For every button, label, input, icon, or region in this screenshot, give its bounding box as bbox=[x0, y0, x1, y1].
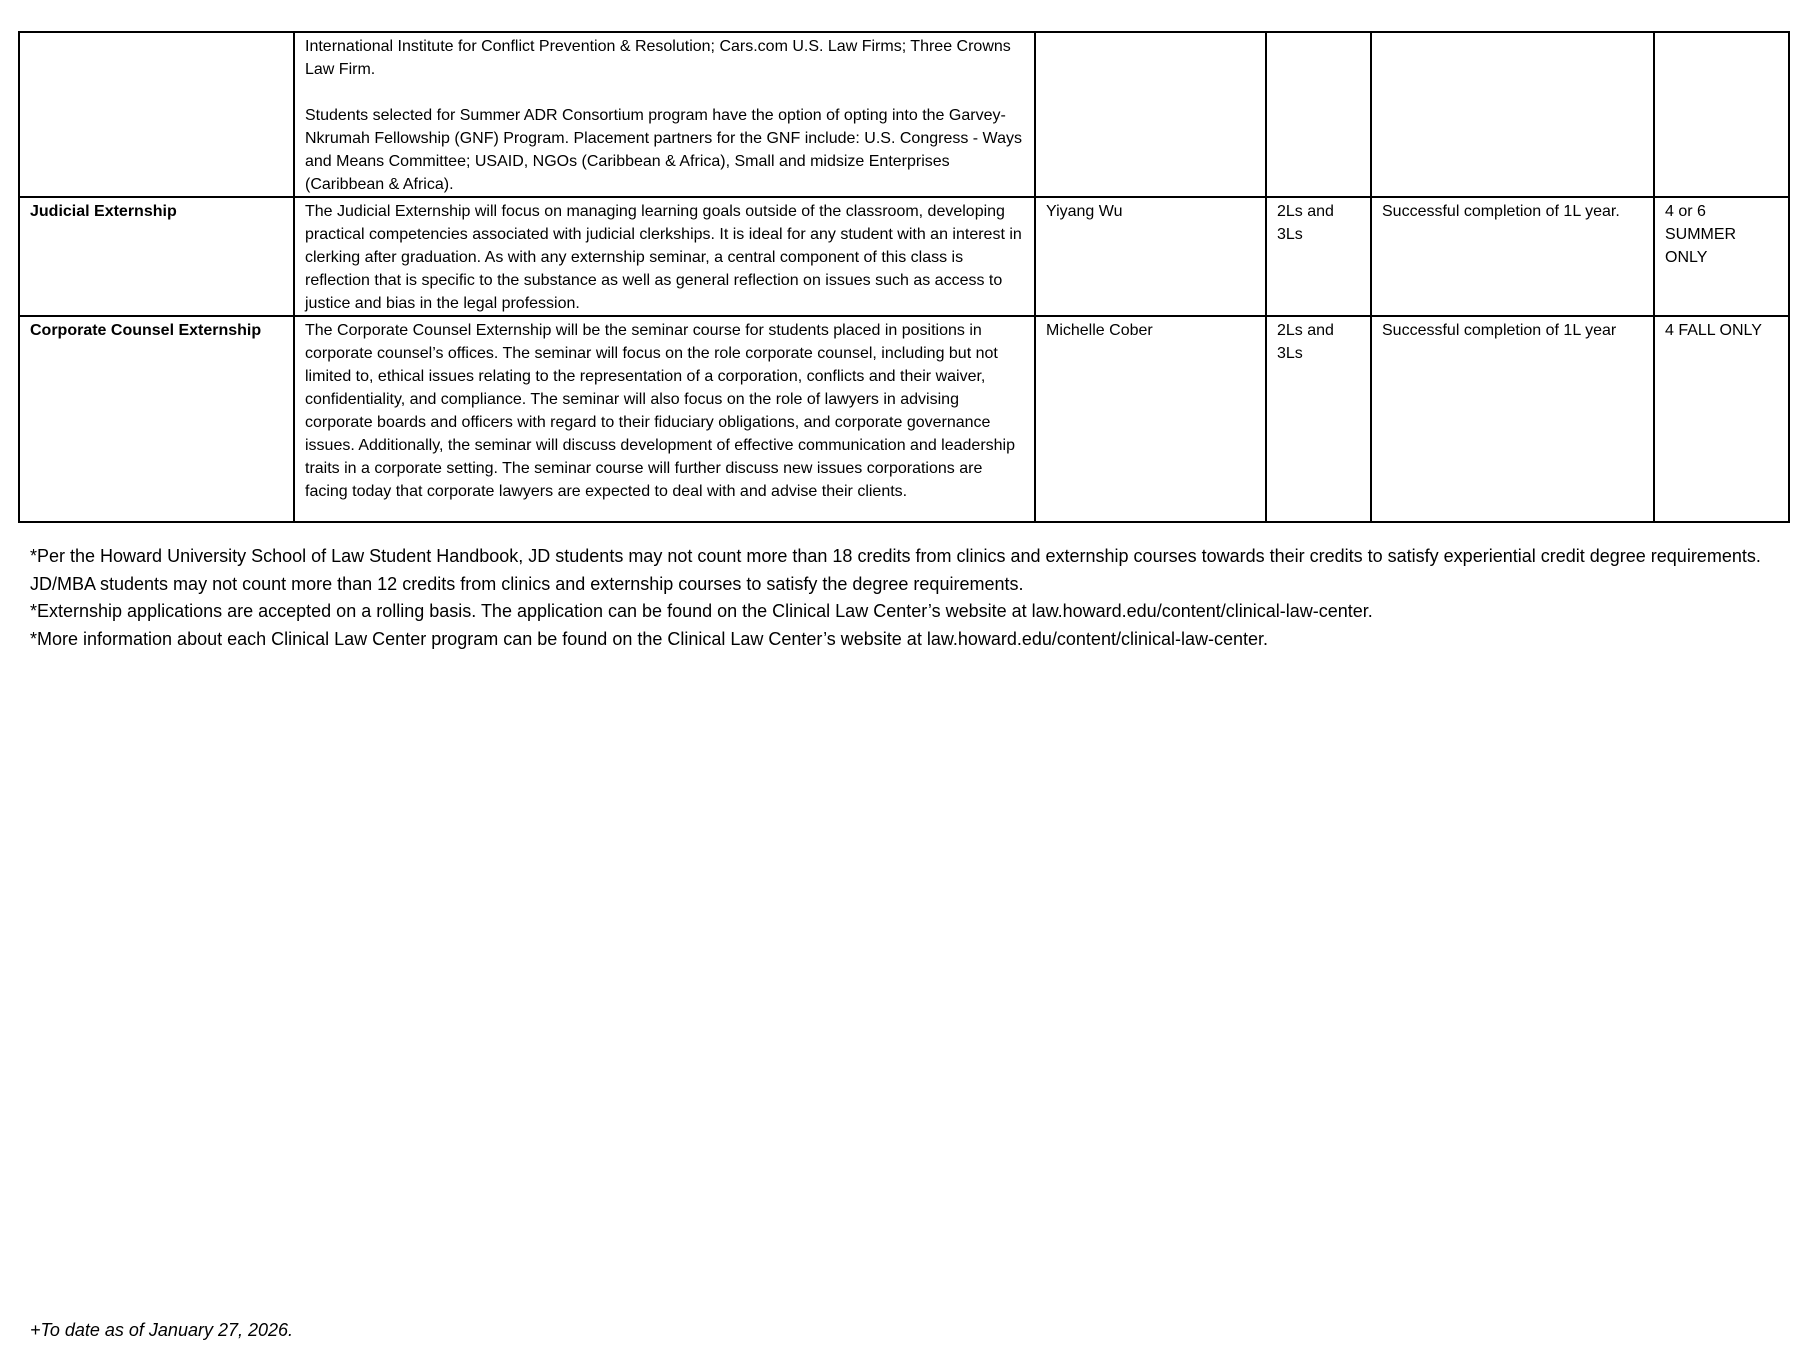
eligibility-cell: 2Ls and 3Ls bbox=[1266, 197, 1371, 316]
course-table bbox=[18, 31, 1790, 523]
course-name-cell: Corporate Counsel Externship bbox=[19, 316, 294, 522]
description-paragraph: Students selected for Summer ADR Consortium program have the option of opting into the Garvey-Nkrumah Fellowship (GNF) Program. Placement partners for the GNF include: U.S. Congress - Ways and Means Committee; USAID, NGOs (Caribbean & Africa), Small and midsize Enterprises (Caribbean & Africa). bbox=[305, 107, 1022, 193]
footnotes bbox=[30, 543, 1775, 653]
course-description-cell bbox=[294, 32, 1035, 197]
prerequisite-cell: Successful completion of 1L year bbox=[1371, 316, 1654, 522]
credits-cell: 4 or 6 SUMMER ONLY bbox=[1654, 197, 1789, 316]
footnote: *More information about each Clinical Law Center program can be found on the Clinical Law Center’s website at law.howard.edu/content/clinical-law-center. bbox=[30, 628, 1269, 649]
table-row bbox=[19, 32, 1789, 197]
description-paragraph: The Corporate Counsel Externship will be the seminar course for students placed in positions in corporate counsel’s offices. The seminar will focus on the role corporate counsel, including but not limited to, ethical issues relating to the representation of a corporation, conflicts and their waiver, confidentiality, and compliance. The seminar will also focus on the role of lawyers in advising corporate boards and officers with regard to their fiduciary obligations, and corporate governance issues. Additionally, the seminar will discuss development of effective communication and leadership traits in a corporate setting. The seminar course will further discuss new issues corporations are facing today that corporate lawyers are expected to deal with and advise their clients. bbox=[305, 322, 1015, 500]
date-note: +To date as of January 27, 2026. bbox=[30, 1320, 294, 1340]
eligibility-cell: 2Ls and 3Ls bbox=[1266, 316, 1371, 522]
course-name-cell bbox=[19, 32, 294, 197]
instructor-cell: Michelle Cober bbox=[1035, 316, 1266, 522]
credits-cell bbox=[1654, 32, 1789, 197]
instructor-cell bbox=[1035, 32, 1266, 197]
description-paragraph: The Judicial Externship will focus on managing learning goals outside of the classroom, developing practical competencies associated with judicial clerkships. It is ideal for any student with an interest in clerking after graduation. As with any externship seminar, a central component of this class is reflection that is specific to the substance as well as general reflection on issues such as access to justice and bias in the legal profession. bbox=[305, 203, 1022, 312]
instructor-cell: Yiyang Wu bbox=[1035, 197, 1266, 316]
prerequisite-cell bbox=[1371, 32, 1654, 197]
course-name-cell: Judicial Externship bbox=[19, 197, 294, 316]
course-description-cell bbox=[294, 197, 1035, 316]
credits-cell: 4 FALL ONLY bbox=[1654, 316, 1789, 522]
footnote: *Per the Howard University School of Law Student Handbook, JD students may not count more than 18 credits from clinics and externship courses towards their credits to satisfy experiential credit degree requirements. JD/MBA students may not count more than 12 credits from clinics and externship courses to satisfy the degree requirements. bbox=[30, 546, 1761, 594]
prerequisite-cell: Successful completion of 1L year. bbox=[1371, 197, 1654, 316]
description-paragraph: International Institute for Conflict Prevention & Resolution; Cars.com U.S. Law Firms; Three Crowns Law Firm. bbox=[305, 38, 1011, 78]
course-description-cell bbox=[294, 316, 1035, 522]
table-row bbox=[19, 197, 1789, 316]
footnote: *Externship applications are accepted on a rolling basis. The application can be found on the Clinical Law Center’s website at law.howard.edu/content/clinical-law-center. bbox=[30, 601, 1373, 621]
table-row bbox=[19, 316, 1789, 522]
eligibility-cell bbox=[1266, 32, 1371, 197]
